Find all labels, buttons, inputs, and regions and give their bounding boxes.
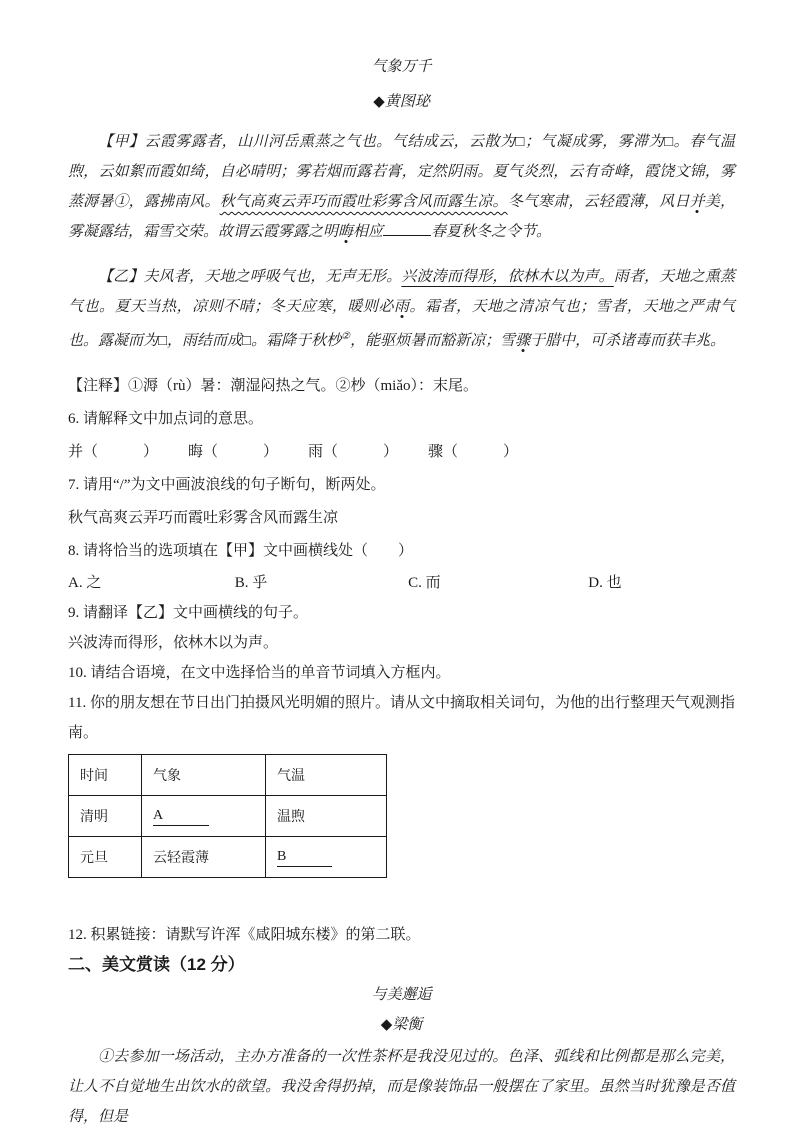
question-9-sentence: 兴波涛而得形，依林木以为声。 [68,635,279,651]
passage-title: 气象万千 [371,59,432,75]
question-7-stem: 7. 请用“/”为文中画波浪线的句子断句，断两处。 [68,477,386,493]
essay-author: ◆梁衡 [380,1017,423,1033]
question-8-stem: 8. 请将恰当的选项填在【甲】文中画横线处（ ） [68,543,414,559]
yi-dotted-char-yu: 雨 [393,299,410,315]
question-11-stem: 11. 你的朋友想在节日出门拍摄风光明媚的照片。请从文中摘取相关词句，为他的出行整理天气观测指南。 [68,695,735,741]
question-6-stem: 6. 请解释文中加点词的意思。 [68,411,264,427]
jia-text-5: 春夏秋冬之令节。 [431,224,552,240]
option-c: C. 而 [408,575,441,591]
jia-text-3: 美，雾凝露结，霜雪交荣。故谓云霞雾露之明 [68,194,735,240]
essay-title: 与美邂逅 [371,987,432,1003]
option-a: A. 之 [68,575,102,591]
table-header-temp: 气温 [266,755,387,796]
jia-text-4: 相应 [353,224,384,240]
yi-text-5: 于腊中，可杀诸毒而获丰兆。 [530,333,726,349]
passage-author: ◆黄图珌 [373,94,430,110]
passage-notes: 【注释】①溽（rù）暑：潮湿闷热之气。②杪（miǎo）：末尾。 [68,378,478,394]
footnote-2-superscript: ② [341,331,351,342]
jia-text-2: 冬气寒肃，云轻霞薄，风日 [507,194,690,210]
table-header-row [69,755,387,796]
jia-text-1: 【甲】云霞雾露者，山川河岳熏蒸之气也。气结成云，云散为□；气凝成雾，雾滞为□。春气温煦，云如絮而霞如绮，自必晴明；雾若烟而露若膏，定然阴雨。夏气炎烈，云有奇峰，霞饶文锦，雾蒸溽暑①，露拂南风。 [68,134,735,210]
yi-text-3: 。霜者，天地之清凉气也；雪者，天地之严肃气也。露凝而为□，雨结而成□。霜降于秋杪 [68,299,735,349]
weather-table [68,754,387,878]
yi-text-1: 【乙】夫风者，天地之呼吸气也，无声无形。 [98,269,402,285]
jia-dotted-char-bing: 并 [689,194,705,210]
section-2-heading: 二、美文赏读（12 分） [68,955,245,974]
table-row [69,796,387,837]
answer-blank-b: B [277,848,332,867]
passage-jia [68,127,735,247]
q6-blank-bing: 并（ ） [68,444,159,460]
question-9-stem: 9. 请翻译【乙】文中画横线的句子。 [68,605,309,621]
question-7-sentence: 秋气高爽云弄巧而霞吐彩雾含风而露生凉 [68,510,339,526]
option-d: D. 也 [588,575,622,591]
q6-blank-yu: 雨（ ） [308,444,399,460]
table-cell-temp-blank-b [266,837,387,878]
question-6-answer-blanks [68,437,735,467]
answer-blank-a: A [153,807,209,826]
table-cell-temp-wenxu: 温煦 [266,796,387,837]
essay-paragraph-1: ①去参加一场活动，主办方准备的一次性茶杯是我没见过的。色泽、弧线和比例都是那么完美，让人不自觉地生出饮水的欲望。我没舍得扔掉，而是像装饰品一般摆在了家里。虽然当时犹豫是否值得，但是 [68,1049,735,1125]
jia-wavy-underline-text: 秋气高爽云弄巧而霞吐彩雾含风而露生凉。 [219,194,508,210]
yi-text-4: ，能驱烦暑而豁新凉；雪 [350,333,516,349]
q6-blank-hui: 晦（ ） [188,444,279,460]
jia-dotted-char-hui: 晦 [338,224,354,240]
question-12-stem: 12. 积累链接：请默写许浑《咸阳城东楼》的第二联。 [68,927,421,943]
yi-dotted-char-zhou: 骤 [515,333,531,349]
yi-text-2: 雨者，天地之熏蒸气也。夏天当热，凉则不晴；冬天应寒，暖则必 [68,269,735,315]
table-cell-weather-blank-a [142,796,266,837]
fill-in-blank-line [383,221,431,236]
q6-blank-zhou: 骤（ ） [428,444,519,460]
table-header-weather: 气象 [142,755,266,796]
option-b: B. 乎 [234,575,268,591]
yi-underlined-text: 兴波涛而得形，依林木以为声。 [401,269,614,285]
table-cell-time-qingming: 清明 [69,796,142,837]
table-header-time: 时间 [69,755,142,796]
table-row [69,837,387,878]
question-8-options-row [68,568,735,598]
table-cell-weather-yunqing: 云轻霞薄 [142,837,266,878]
question-10-stem: 10. 请结合语境，在文中选择恰当的单音节词填入方框内。 [68,665,451,681]
table-cell-time-yuandan: 元旦 [69,837,142,878]
passage-yi [68,262,735,356]
